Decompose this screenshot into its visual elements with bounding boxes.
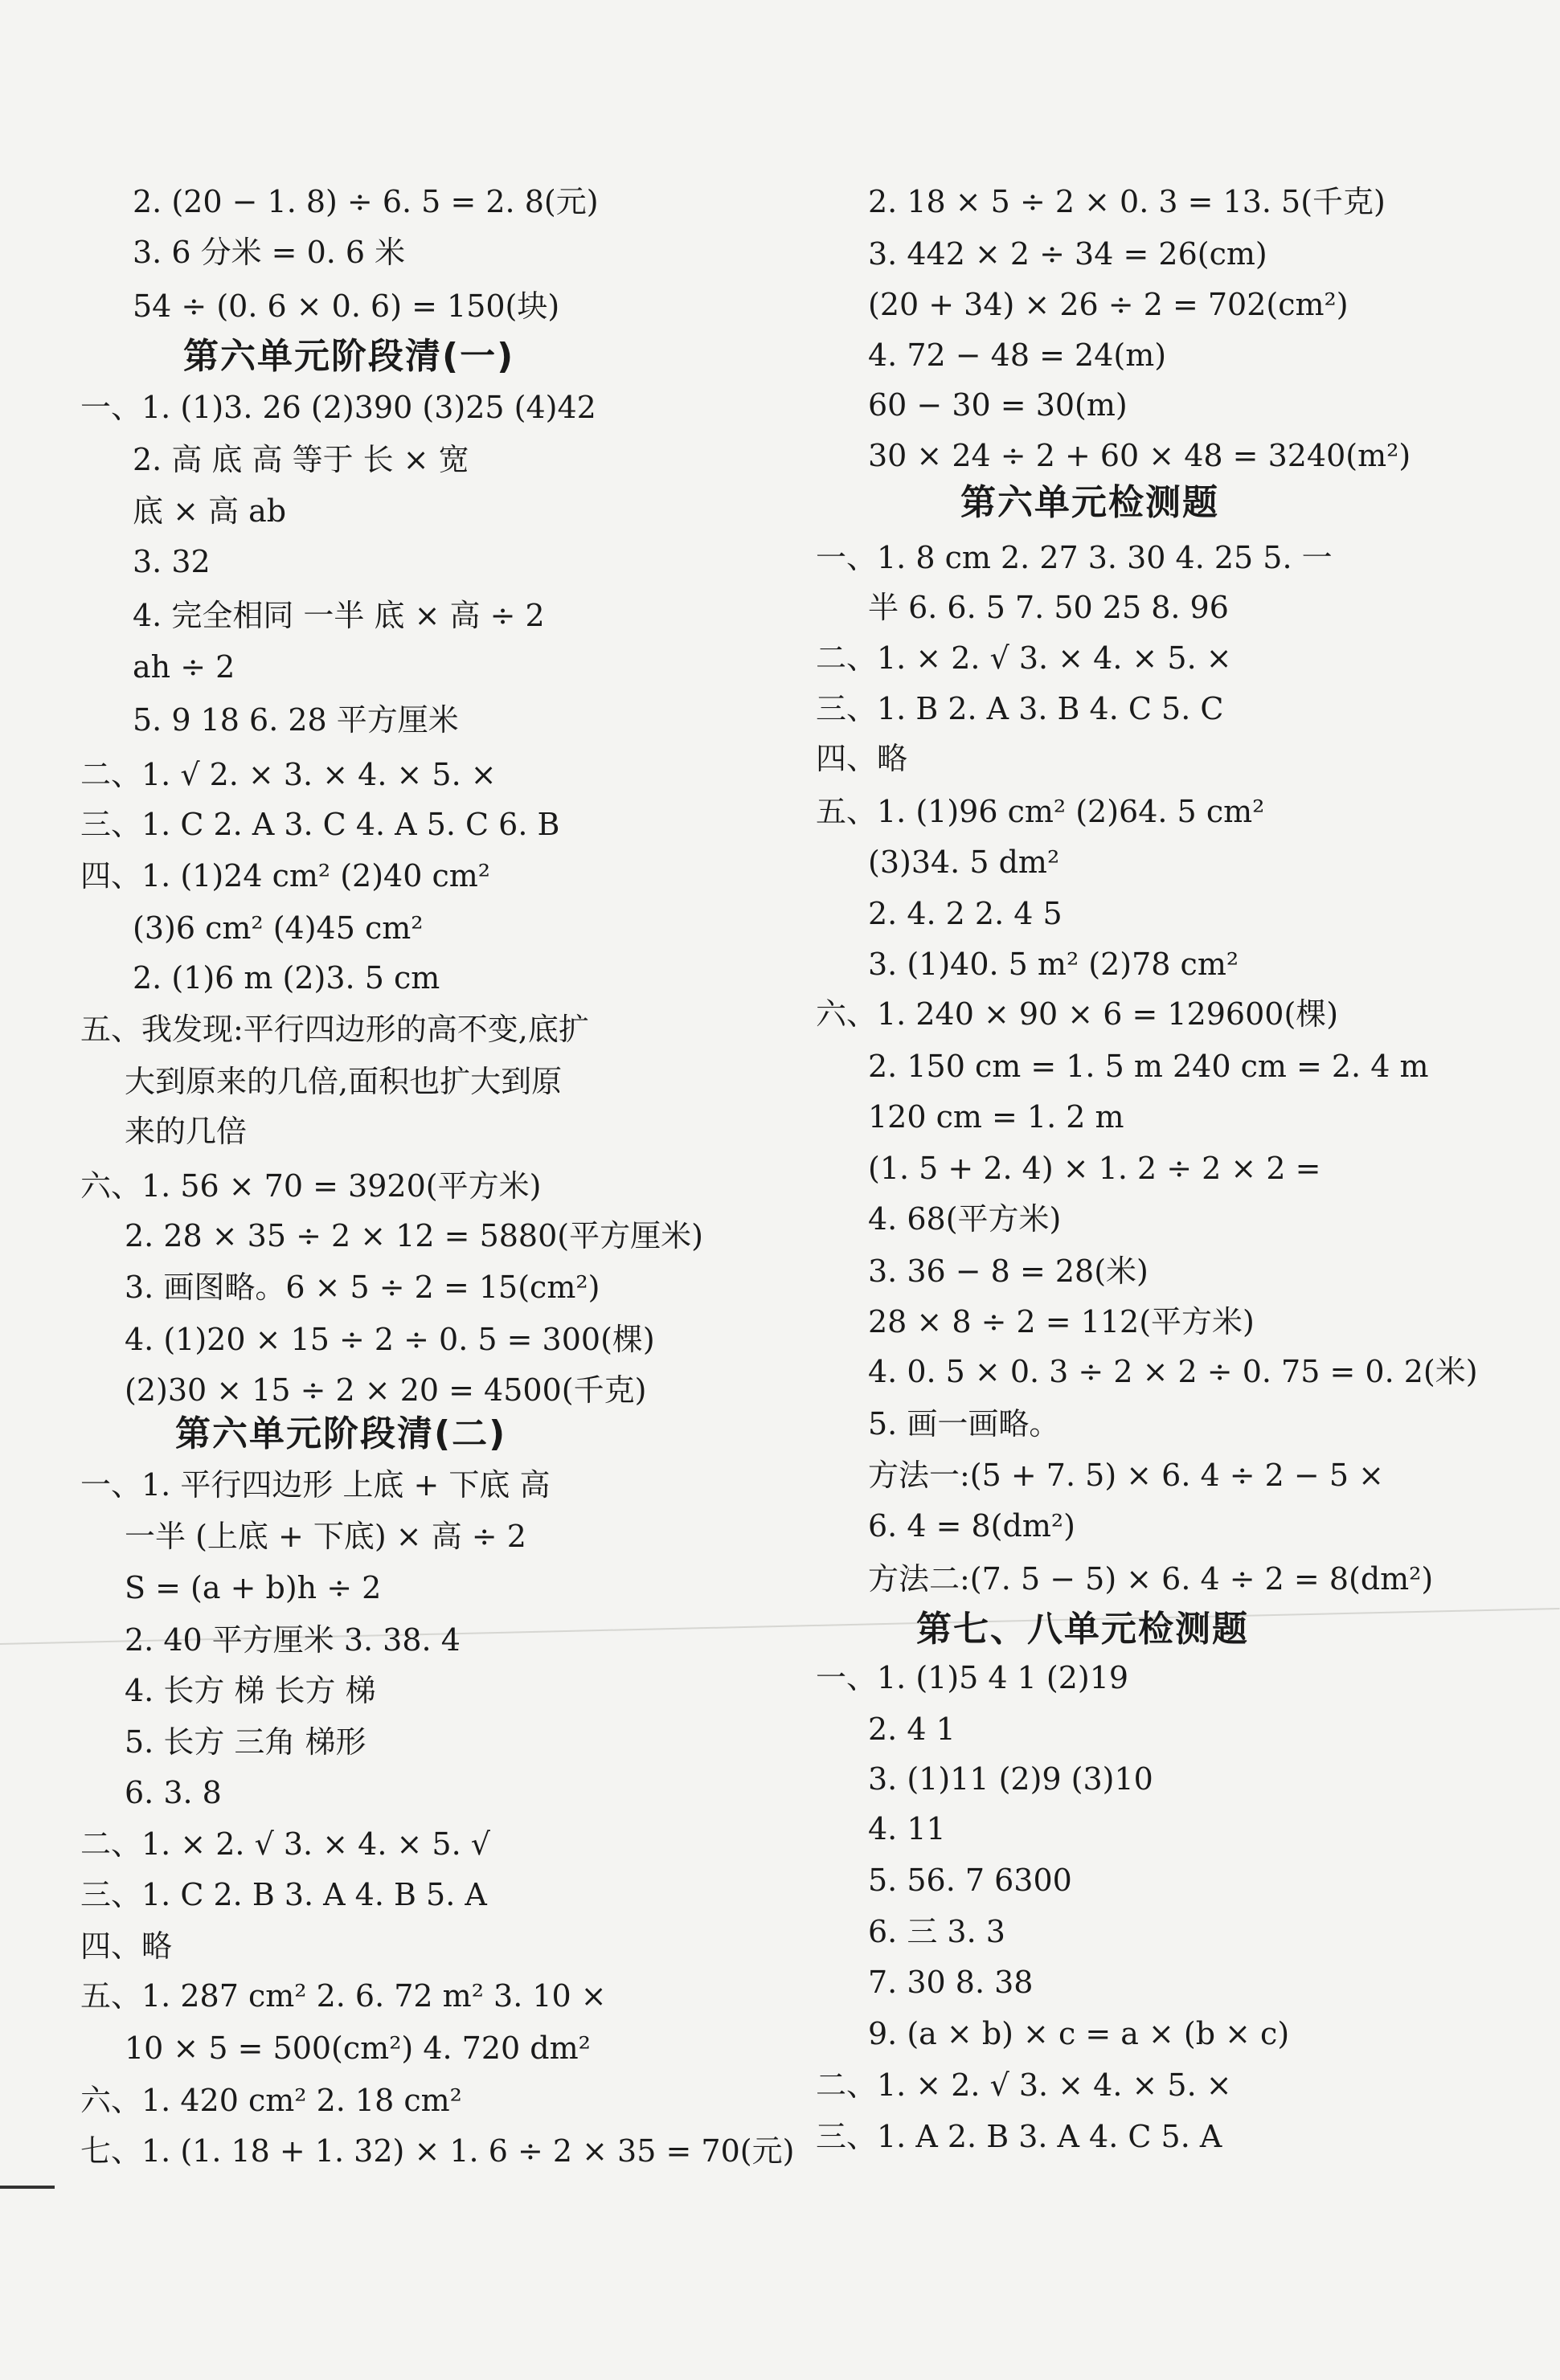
answer-line: 六、1. 56 × 70 = 3920(平方米) <box>80 1168 542 1204</box>
answer-line: 4. 0. 5 × 0. 3 ÷ 2 × 2 ÷ 0. 75 = 0. 2(米) <box>868 1354 1478 1389</box>
answer-line: 10 × 5 = 500(cm²) 4. 720 dm² <box>125 2030 591 2066</box>
answer-line: 五、1. 287 cm² 2. 6. 72 m² 3. 10 × <box>80 1978 607 2014</box>
answer-line: 3. 6 分米 = 0. 6 米 <box>133 235 406 270</box>
answer-line: 五、1. (1)96 cm² (2)64. 5 cm² <box>816 794 1265 829</box>
answer-line: 3. 442 × 2 ÷ 34 = 26(cm) <box>868 236 1267 272</box>
section-heading: 第六单元检测题 <box>960 482 1219 523</box>
answer-line: 来的几倍 <box>125 1114 248 1149</box>
answer-line: 3. 画图略。6 × 5 ÷ 2 = 15(cm²) <box>125 1270 600 1305</box>
answer-line: 四、1. (1)24 cm² (2)40 cm² <box>80 858 491 894</box>
answer-line: 7. 30 8. 38 <box>868 1965 1034 2000</box>
answer-line: 2. 40 平方厘米 3. 38. 4 <box>125 1622 461 1658</box>
answer-line: 2. 18 × 5 ÷ 2 × 0. 3 = 13. 5(千克) <box>868 184 1386 219</box>
answer-line: 二、1. √ 2. × 3. × 4. × 5. × <box>80 757 497 792</box>
page-corner-mark <box>0 2186 55 2189</box>
answer-line: 一、1. 8 cm 2. 27 3. 30 4. 25 5. 一 <box>816 540 1333 575</box>
answer-line: (3)34. 5 dm² <box>868 844 1060 880</box>
answer-line: 3. (1)40. 5 m² (2)78 cm² <box>868 947 1239 982</box>
answer-line: 三、1. C 2. A 3. C 4. A 5. C 6. B <box>80 807 560 842</box>
answer-line: (20 + 34) × 26 ÷ 2 = 702(cm²) <box>868 287 1349 322</box>
answer-line: 2. (1)6 m (2)3. 5 cm <box>133 960 440 996</box>
answer-line: 28 × 8 ÷ 2 = 112(平方米) <box>868 1304 1255 1339</box>
answer-line: 一、1. (1)5 4 1 (2)19 <box>816 1660 1129 1695</box>
answer-line: 2. 高 底 高 等于 长 × 宽 <box>133 442 469 477</box>
answer-line: 5. 56. 7 6300 <box>868 1863 1072 1898</box>
answer-line: 2. 4 1 <box>868 1711 956 1747</box>
answer-line: 4. 长方 梯 长方 梯 <box>125 1673 376 1708</box>
answer-line: S = (a + b)h ÷ 2 <box>125 1570 382 1605</box>
answer-line: 五、我发现:平行四边形的高不变,底扩 <box>80 1012 589 1047</box>
answer-line: 四、略 <box>816 741 908 776</box>
answer-line: 2. (20 − 1. 8) ÷ 6. 5 = 2. 8(元) <box>133 184 599 219</box>
answer-line: 六、1. 240 × 90 × 6 = 129600(棵) <box>816 996 1339 1032</box>
answer-line: 30 × 24 ÷ 2 + 60 × 48 = 3240(m²) <box>868 438 1411 473</box>
section-heading: 第六单元阶段清(二) <box>175 1413 507 1454</box>
answer-line: 6. 4 = 8(dm²) <box>868 1508 1075 1544</box>
answer-line: 6. 3. 8 <box>125 1775 222 1810</box>
answer-line: 大到原来的几倍,面积也扩大到原 <box>125 1064 563 1099</box>
answer-line: 二、1. × 2. √ 3. × 4. × 5. × <box>816 2067 1232 2103</box>
answer-line: ah ÷ 2 <box>133 649 235 685</box>
answer-line: 5. 9 18 6. 28 平方厘米 <box>133 702 459 738</box>
answer-line: 方法二:(7. 5 − 5) × 6. 4 ÷ 2 = 8(dm²) <box>868 1561 1434 1597</box>
answer-line: 120 cm = 1. 2 m <box>868 1099 1124 1135</box>
answer-line: (2)30 × 15 ÷ 2 × 20 = 4500(千克) <box>125 1372 647 1408</box>
answer-line: 三、1. A 2. B 3. A 4. C 5. A <box>816 2119 1222 2154</box>
answer-line: 2. 4. 2 2. 4 5 <box>868 896 1063 931</box>
answer-line: 3. 32 <box>133 544 211 579</box>
answer-line: 5. 长方 三角 梯形 <box>125 1724 366 1760</box>
answer-line: 六、1. 420 cm² 2. 18 cm² <box>80 2083 462 2118</box>
answer-line: (1. 5 + 2. 4) × 1. 2 ÷ 2 × 2 = <box>868 1151 1321 1186</box>
answer-line: 底 × 高 ab <box>133 493 287 529</box>
answer-line: 3. 36 − 8 = 28(米) <box>868 1253 1149 1289</box>
answer-line: 二、1. × 2. √ 3. × 4. × 5. × <box>816 640 1232 676</box>
section-heading: 第六单元阶段清(一) <box>183 336 515 377</box>
answer-line: 二、1. × 2. √ 3. × 4. × 5. √ <box>80 1826 490 1862</box>
answer-line: 七、1. (1. 18 + 1. 32) × 1. 6 ÷ 2 × 35 = 70(元) <box>80 2133 795 2169</box>
answer-line: 一、1. (1)3. 26 (2)390 (3)25 (4)42 <box>80 390 596 425</box>
answer-line: 60 − 30 = 30(m) <box>868 387 1128 423</box>
answer-line: 半 6. 6. 5 7. 50 25 8. 96 <box>868 590 1229 625</box>
answer-line: 4. 72 − 48 = 24(m) <box>868 337 1167 373</box>
answer-line: 三、1. B 2. A 3. B 4. C 5. C <box>816 691 1224 726</box>
answer-line: 2. 28 × 35 ÷ 2 × 12 = 5880(平方厘米) <box>125 1218 703 1253</box>
answer-line: 5. 画一画略。 <box>868 1406 1060 1441</box>
answer-line: 4. 完全相同 一半 底 × 高 ÷ 2 <box>133 598 545 633</box>
answer-line: 9. (a × b) × c = a × (b × c) <box>868 2016 1290 2051</box>
answer-line: 方法一:(5 + 7. 5) × 6. 4 ÷ 2 − 5 × <box>868 1458 1384 1493</box>
answer-line: (3)6 cm² (4)45 cm² <box>133 910 424 946</box>
answer-line: 一半 (上底 + 下底) × 高 ÷ 2 <box>125 1519 526 1554</box>
answer-line: 2. 150 cm = 1. 5 m 240 cm = 2. 4 m <box>868 1049 1429 1084</box>
answer-line: 6. 三 3. 3 <box>868 1914 1005 1949</box>
answer-line: 一、1. 平行四边形 上底 + 下底 高 <box>80 1467 551 1503</box>
answer-line: 三、1. C 2. B 3. A 4. B 5. A <box>80 1877 487 1912</box>
answer-line: 4. (1)20 × 15 ÷ 2 ÷ 0. 5 = 300(棵) <box>125 1322 655 1357</box>
answer-line: 54 ÷ (0. 6 × 0. 6) = 150(块) <box>133 288 560 324</box>
answer-line: 四、略 <box>80 1928 173 1964</box>
answer-line: 4. 11 <box>868 1811 946 1846</box>
answer-line: 4. 68(平方米) <box>868 1201 1062 1237</box>
section-heading: 第七、八单元检测题 <box>916 1609 1249 1650</box>
answer-line: 3. (1)11 (2)9 (3)10 <box>868 1761 1153 1797</box>
